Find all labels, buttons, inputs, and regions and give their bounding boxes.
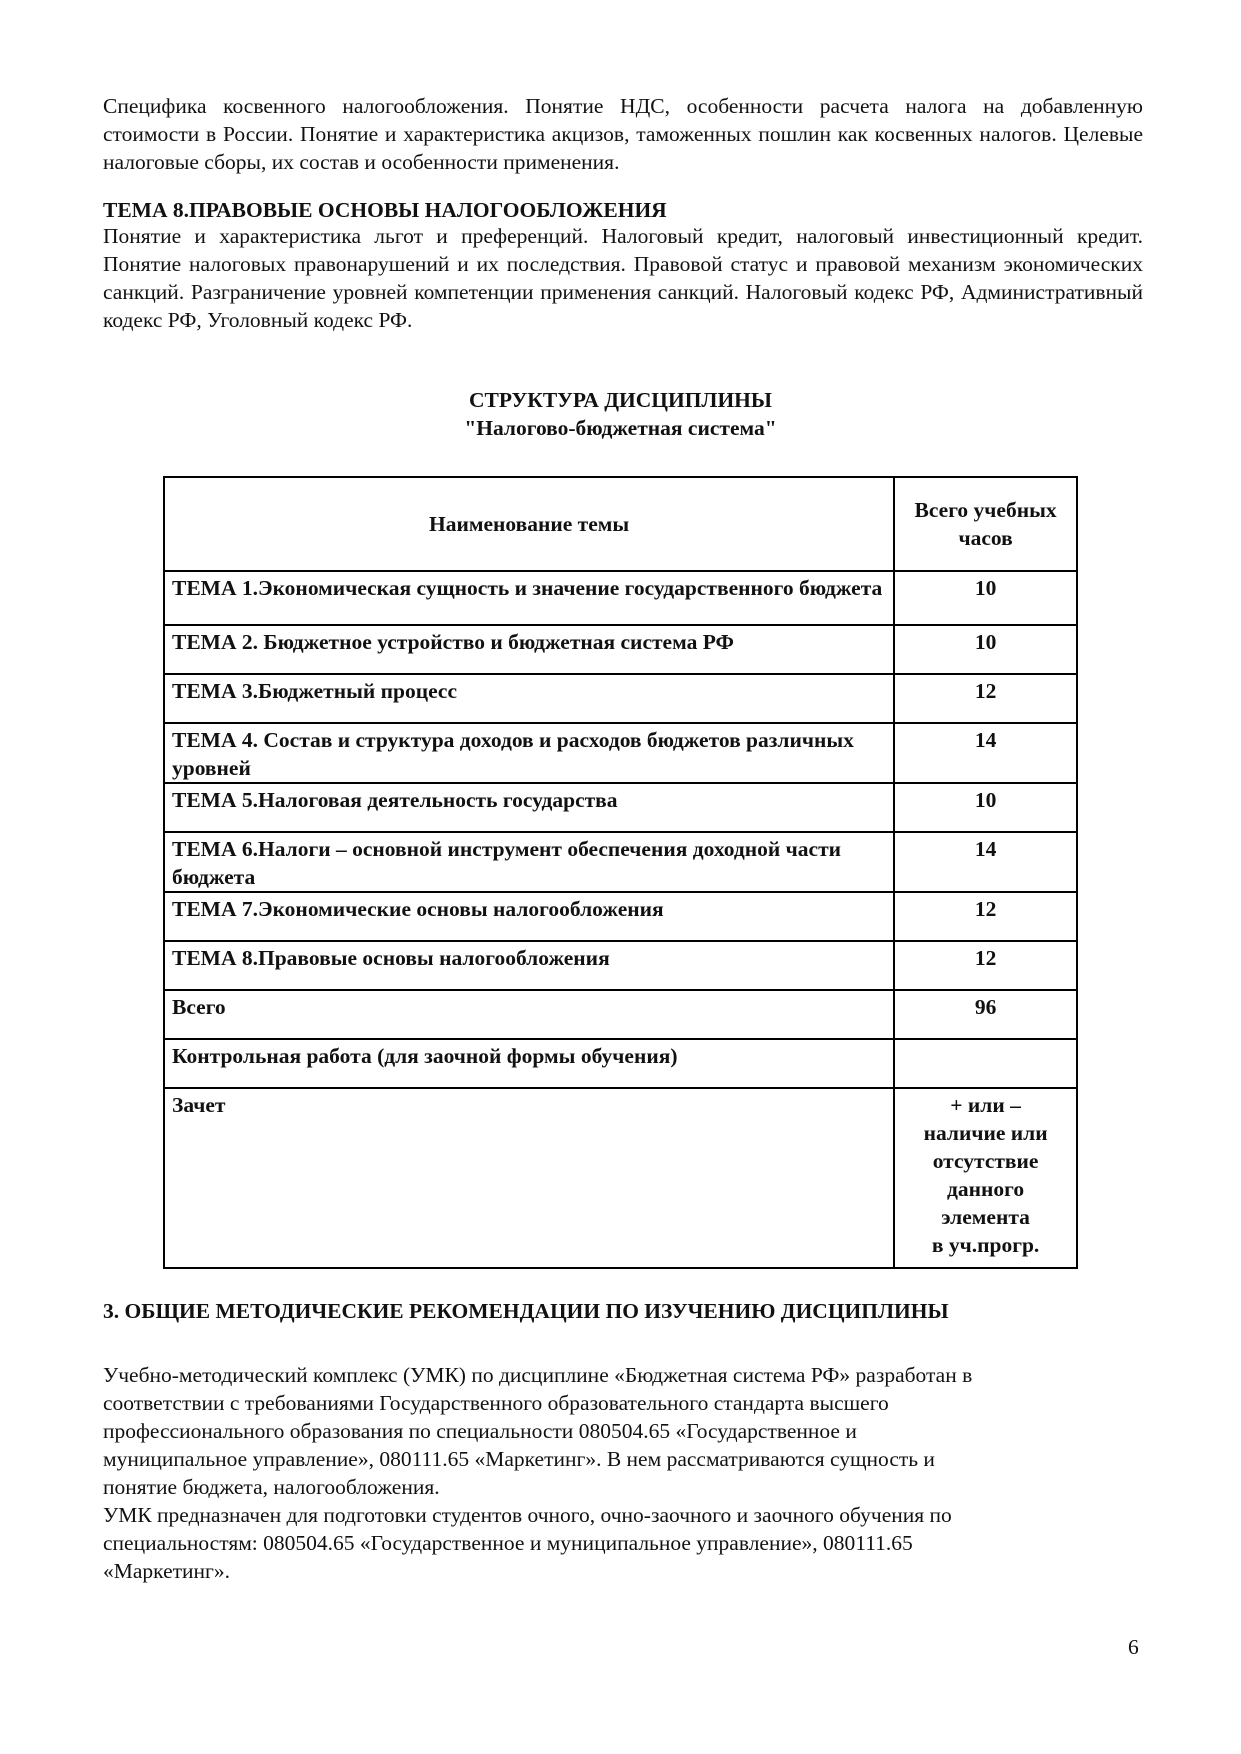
topic-name-cell: ТЕМА 4. Состав и структура доходов и расходов бюджетов различных уровней (164, 723, 894, 783)
hours-cell: 10 (894, 571, 1077, 625)
text-line: профессионального образования по специальности 080504.65 «Государственное и (103, 1419, 857, 1443)
section3-heading: 3. ОБЩИЕ МЕТОДИЧЕСКИЕ РЕКОМЕНДАЦИИ ПО ИЗУЧЕНИЮ ДИСЦИПЛИНЫ (103, 1299, 949, 1323)
hours-cell: 10 (894, 783, 1077, 832)
indirect-taxation-paragraph: Специфика косвенного налогообложения. Понятие НДС, особенности расчета налога на добавленную стоимости в России. Понятие и характеристика акцизов, таможенных пошлин как косвенных налогов. Целевые налоговые сборы, их состав и особенности применения. (103, 94, 1143, 174)
hours-cell: 12 (894, 941, 1077, 990)
table-row (164, 571, 1077, 625)
total-hours-cell: 96 (894, 990, 1077, 1039)
topic-name-cell: ТЕМА 7.Экономические основы налогообложения (164, 892, 894, 941)
topic-name-cell: ТЕМА 8.Правовые основы налогообложения (164, 941, 894, 990)
table-row-control-work (164, 1039, 1077, 1088)
text-line: «Маркетинг». (103, 1559, 230, 1583)
discipline-structure-table (163, 476, 1078, 1269)
topic-name-cell: ТЕМА 5.Налоговая деятельность государства (164, 783, 894, 832)
table-header-row (164, 477, 1077, 571)
hours-cell: 10 (894, 625, 1077, 674)
credit-note-line: отсутствие (932, 1149, 1039, 1173)
credit-note-line: данного (947, 1177, 1025, 1201)
text-line: понятие бюджета, налогообложения. (103, 1475, 440, 1499)
table-row (164, 723, 1077, 783)
credit-note-line: в уч.прогр. (931, 1233, 1040, 1257)
control-work-label-cell: Контрольная работа (для заочной формы обучения) (164, 1039, 894, 1088)
table-row (164, 783, 1077, 832)
table-row-total (164, 990, 1077, 1039)
credit-note-line: наличие или (923, 1121, 1048, 1145)
column-header-topic-name: Наименование темы (164, 477, 894, 571)
control-work-hours-cell (894, 1039, 1077, 1088)
hours-cell: 14 (894, 832, 1077, 892)
topic-name-cell: ТЕМА 6.Налоги – основной инструмент обеспечения доходной части бюджета (164, 832, 894, 892)
text-line: УМК предназначен для подготовки студентов очного, очно-заочного и заочного обучения по (103, 1503, 952, 1527)
topic-name-cell: ТЕМА 3.Бюджетный процесс (164, 674, 894, 723)
table-row (164, 674, 1077, 723)
topic8-heading: ТЕМА 8.ПРАВОВЫЕ ОСНОВЫ НАЛОГООБЛОЖЕНИЯ (103, 198, 667, 222)
text-line: муниципальное управление», 080111.65 «Маркетинг». В нем рассматриваются сущность и (103, 1447, 935, 1471)
structure-title: СТРУКТУРА ДИСЦИПЛИНЫ (468, 388, 773, 412)
credit-label-cell: Зачет (164, 1088, 894, 1268)
column-header-total-hours: Всего учебных часов (894, 477, 1077, 571)
section3-paragraph-1 (103, 1361, 1143, 1501)
structure-subtitle: "Налогово-бюджетная система" (464, 416, 777, 440)
text-line: соответствии с требованиями Государственного образовательного стандарта высшего (103, 1391, 889, 1415)
table-row (164, 892, 1077, 941)
page-number: 6 (1128, 1635, 1139, 1659)
hours-cell: 14 (894, 723, 1077, 783)
credit-note-line: элемента (941, 1205, 1030, 1229)
credit-note-cell (894, 1088, 1077, 1268)
hours-cell: 12 (894, 892, 1077, 941)
text-line: специальностям: 080504.65 «Государственное и муниципальное управление», 080111.65 (103, 1531, 913, 1555)
topic-name-cell: ТЕМА 1.Экономическая сущность и значение государственного бюджета (164, 571, 894, 625)
hours-cell: 12 (894, 674, 1077, 723)
table-row-credit (164, 1088, 1077, 1268)
total-label-cell: Всего (164, 990, 894, 1039)
topic8-paragraph: Понятие и характеристика льгот и преференций. Налоговый кредит, налоговый инвестиционный кредит. Понятие налоговых правонарушений и их последствия. Правовой статус и правовой механизм экономических санкций. Разграничение уровней компетенции применения санкций. Налоговый кодекс РФ, Административный кодекс РФ, Уголовный кодекс РФ. (103, 224, 1143, 332)
table-row (164, 625, 1077, 674)
text-line: Учебно-методический комплекс (УМК) по дисциплине «Бюджетная система РФ» разработан в (103, 1363, 973, 1387)
table-row (164, 941, 1077, 990)
table-row (164, 832, 1077, 892)
topic-name-cell: ТЕМА 2. Бюджетное устройство и бюджетная система РФ (164, 625, 894, 674)
credit-note-line: + или – (950, 1093, 1021, 1117)
section3-paragraph-2 (103, 1501, 1143, 1585)
